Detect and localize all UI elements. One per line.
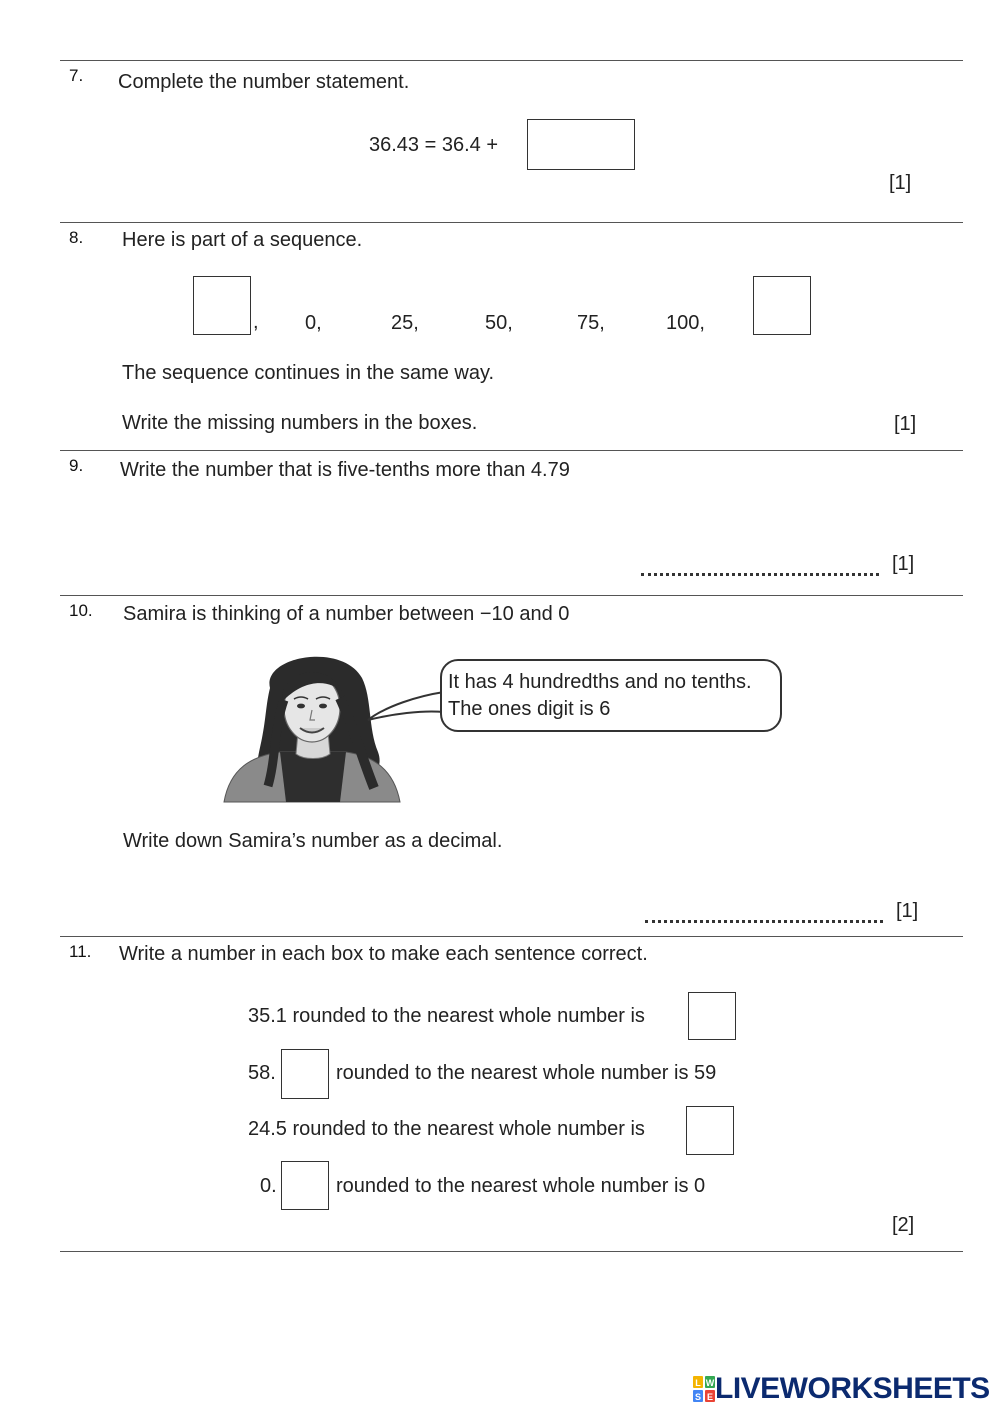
divider-q9 [60, 450, 963, 451]
question-8-instruction: Write the missing numbers in the boxes. [122, 412, 478, 434]
rounding-row-4-box[interactable] [281, 1161, 329, 1210]
samira-illustration [222, 648, 404, 804]
rounding-row-2-text: rounded to the nearest whole number is 59 [336, 1062, 717, 1084]
rounding-row-4-text: rounded to the nearest whole number is 0 [336, 1175, 706, 1197]
question-7-answer-box[interactable] [527, 119, 635, 170]
question-8-prompt: Here is part of a sequence. [122, 229, 363, 251]
rounding-row-1-text: 35.1 rounded to the nearest whole number is [248, 1005, 645, 1027]
speech-bubble-tail [366, 690, 446, 724]
question-8-last-box[interactable] [753, 276, 811, 335]
question-9-mark: [1] [892, 553, 915, 575]
question-11-mark: [2] [892, 1214, 915, 1236]
rounding-row-2-box[interactable] [281, 1049, 329, 1099]
divider-top [60, 60, 963, 61]
question-10-instruction: Write down Samira’s number as a decimal. [123, 830, 503, 852]
question-9-prompt: Write the number that is five-tenths more than 4.79 [120, 459, 570, 481]
logo-tile-letter-1: L [695, 1378, 701, 1388]
logo-tile-letter-3: S [694, 1392, 702, 1402]
sequence-term-75: 75, [577, 312, 605, 334]
question-10-prompt: Samira is thinking of a number between −10 and 0 [123, 603, 570, 625]
question-9-answer-line[interactable] [641, 573, 879, 576]
question-8-continues: The sequence continues in the same way. [122, 362, 495, 384]
speech-bubble [440, 659, 782, 732]
question-7-prompt: Complete the number statement. [118, 71, 410, 93]
liveworksheets-logo-icon [693, 1376, 715, 1402]
rounding-row-1-box[interactable] [688, 992, 736, 1040]
logo-tile-letter-2: W [705, 1378, 715, 1388]
question-7-number: 7. [69, 66, 84, 85]
rounding-row-4-prefix: 0. [260, 1175, 277, 1197]
question-7-statement: 36.43 = 36.4 + [369, 134, 499, 156]
question-10-mark: [1] [896, 900, 919, 922]
divider-q10 [60, 595, 963, 596]
rounding-row-2-prefix: 58. [248, 1062, 276, 1084]
liveworksheets-logo [693, 1374, 990, 1404]
sequence-term-25: 25, [391, 312, 419, 334]
divider-bottom [60, 1251, 963, 1252]
question-7-mark: [1] [889, 172, 912, 194]
rounding-row-3-box[interactable] [686, 1106, 734, 1155]
speech-line-1: It has 4 hundredths and no tenths. [448, 671, 752, 693]
question-8-number: 8. [69, 228, 84, 247]
sequence-term-100: 100, [666, 312, 705, 334]
question-8-mark: [1] [894, 413, 917, 435]
sequence-term-50: 50, [485, 312, 513, 334]
rounding-row-3-text: 24.5 rounded to the nearest whole number is [248, 1118, 645, 1140]
divider-q11 [60, 936, 963, 937]
divider-q8 [60, 222, 963, 223]
sequence-comma: , [253, 311, 259, 333]
logo-tile-letter-4: E [706, 1392, 714, 1402]
question-10-answer-line[interactable] [645, 920, 883, 923]
question-11-number: 11. [69, 942, 92, 961]
question-10-number: 10. [69, 601, 93, 620]
question-11-prompt: Write a number in each box to make each sentence correct. [119, 943, 648, 965]
question-9-number: 9. [69, 456, 84, 475]
question-8-first-box[interactable] [193, 276, 251, 335]
liveworksheets-logo-text: LIVEWORKSHEETS [715, 1372, 990, 1405]
sequence-term-0: 0, [305, 312, 322, 334]
speech-line-2: The ones digit is 6 [448, 698, 611, 720]
